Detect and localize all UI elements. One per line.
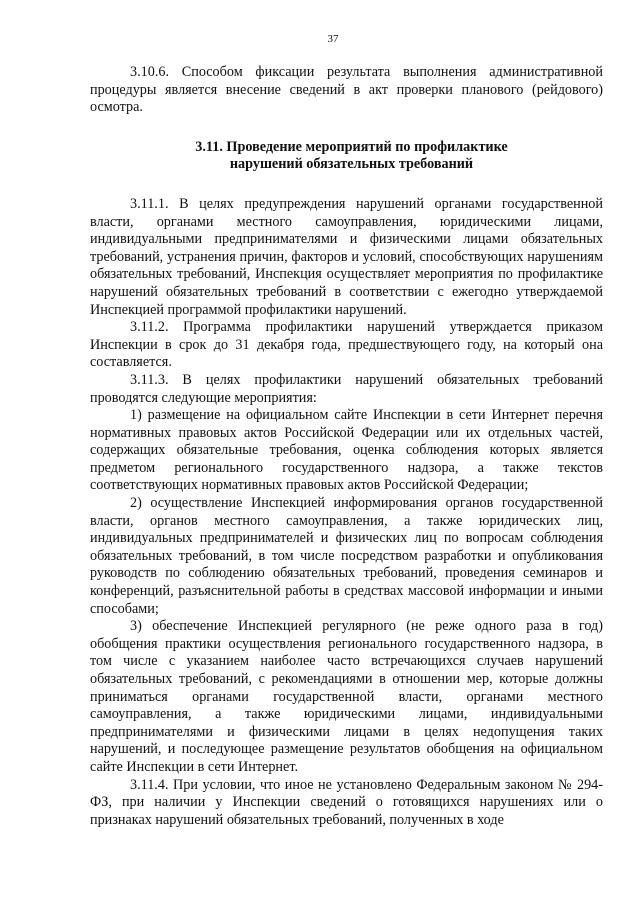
list-item-3: 3) обеспечение Инспекцией регулярного (не реже одного раза в год) обобщения практики осуществления регионального государственного надзора, в том числе с указанием наиболее часто встречающихся случаев нарушений обязательных требований, с рекомендациями в отношении мер, которые должны приниматься органами государственной власти, органами местного самоуправления, а также юридическими лицами, индивидуальными предпринимателями и физическими лицами в целях недопущения таких нарушений, и последующее размещение результатов обобщения на официальном сайте Инспекции в сети Интернет. bbox=[90, 618, 603, 775]
section-heading bbox=[90, 139, 603, 174]
list-item-2: 2) осуществление Инспекцией информирования органов государственной власти, органов местного самоуправления, а также юридических лиц, индивидуальных предпринимателей и физических лиц по вопросам соблюдения обязательных требований, в том числе посредством разработки и опубликования руководств по соблюдению обязательных требований, проведения семинаров и конференций, разъяснительной работы в средствах массовой информации и иными способами; bbox=[90, 495, 603, 617]
paragraph-3-11-2: 3.11.2. Программа профилактики нарушений утверждается приказом Инспекции в срок до 31 декабря года, предшествующего году, на который она составляется. bbox=[90, 319, 603, 371]
paragraph-3-10-6: 3.10.6. Способом фиксации результата выполнения административной процедуры является внесение сведений в акт проверки планового (рейдового) осмотра. bbox=[90, 64, 603, 116]
section-heading-line-1: 3.11. Проведение мероприятий по профилактике bbox=[195, 138, 508, 155]
list-item-1: 1) размещение на официальном сайте Инспекции в сети Интернет перечня нормативных правовых актов Российской Федерации или их отдельных частей, содержащих обязательные требования, оценка соблюдения которых является предметом регионального государственного надзора, а также текстов соответствующих нормативных правовых актов Российской Федерации; bbox=[90, 407, 603, 494]
paragraph-3-11-3: 3.11.3. В целях профилактики нарушений обязательных требований проводятся следующие мероприятия: bbox=[90, 371, 603, 406]
page-number: 37 bbox=[327, 33, 339, 45]
section-heading-line-2: нарушений обязательных требований bbox=[229, 156, 474, 173]
paragraph-3-11-4: 3.11.4. При условии, что иное не установлено Федеральным законом № 294-ФЗ, при наличии у Инспекции сведений о готовящихся нарушениях или о признаках нарушений обязательных требований, полученных в ходе bbox=[90, 776, 603, 828]
paragraph-3-11-1: 3.11.1. В целях предупреждения нарушений органами государственной власти, органами местного самоуправления, юридическими лицами, индивидуальными предпринимателями и физическими лицами обязательных требований, устранения причин, факторов и условий, способствующих нарушениям обязательных требований, Инспекция осуществляет мероприятия по профилактике нарушений обязательных требований в соответствии с ежегодно утверждаемой Инспекцией программой профилактики нарушений. bbox=[90, 195, 603, 318]
